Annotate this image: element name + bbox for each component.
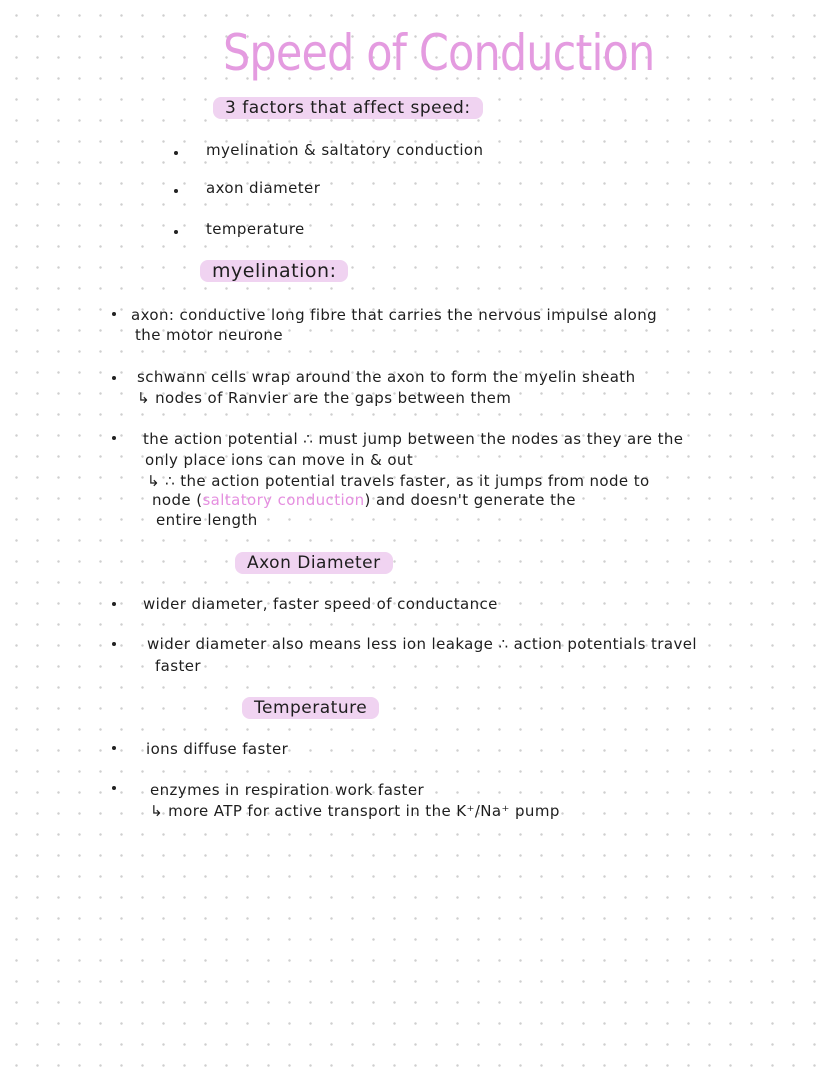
myelination-heading-highlight: myelination: xyxy=(200,260,348,282)
bullet-dot xyxy=(112,376,116,380)
list-item: temperature xyxy=(206,220,305,238)
note-line: the motor neurone xyxy=(135,326,283,344)
temperature-heading xyxy=(242,697,379,719)
note-line: the action potential ∴ must jump between the nodes as they are the xyxy=(143,430,684,448)
bullet-dot xyxy=(112,746,116,750)
list-item: axon diameter xyxy=(206,179,321,197)
note-line: ions diffuse faster xyxy=(146,740,289,758)
bullet-dot xyxy=(174,230,178,234)
note-line: enzymes in respiration work faster xyxy=(150,781,425,799)
axon-diameter-heading xyxy=(235,552,393,574)
temperature-heading-highlight: Temperature xyxy=(242,697,379,719)
note-line: wider diameter also means less ion leakage ∴ action potentials travel xyxy=(147,635,697,653)
bullet-dot xyxy=(112,642,116,646)
bullet-dot xyxy=(174,189,178,193)
bullet-dot xyxy=(112,786,116,790)
intro-heading-highlight: 3 factors that affect speed: xyxy=(213,97,483,119)
note-line: axon: conductive long fibre that carries the nervous impulse along xyxy=(131,306,658,324)
axon-diameter-heading-highlight: Axon Diameter xyxy=(235,552,393,574)
note-line xyxy=(152,490,576,510)
bullet-dot xyxy=(112,436,116,440)
note-line: ↳ nodes of Ranvier are the gaps between them xyxy=(137,389,512,407)
bullet-dot xyxy=(112,602,116,606)
note-line: wider diameter, faster speed of conductance xyxy=(143,595,498,613)
page-title: Speed of Conduction xyxy=(223,24,655,82)
note-line: entire length xyxy=(156,511,258,529)
saltatory-conduction-term: saltatory conduction xyxy=(202,491,365,509)
note-line: only place ions can move in & out xyxy=(145,451,414,469)
list-item: myelination & saltatory conduction xyxy=(206,141,484,159)
note-line: ↳ ∴ the action potential travels faster, as it jumps from node to xyxy=(147,472,650,490)
bullet-dot xyxy=(174,151,178,155)
intro-heading xyxy=(213,97,483,119)
note-text: node ( xyxy=(152,491,203,509)
note-text: ) and doesn't generate the xyxy=(364,491,576,509)
bullet-dot xyxy=(112,312,116,316)
note-line: faster xyxy=(155,657,201,675)
myelination-heading xyxy=(200,260,348,282)
note-line: ↳ more ATP for active transport in the K⁺/Na⁺ pump xyxy=(150,802,560,820)
note-line: schwann cells wrap around the axon to form the myelin sheath xyxy=(137,368,636,386)
